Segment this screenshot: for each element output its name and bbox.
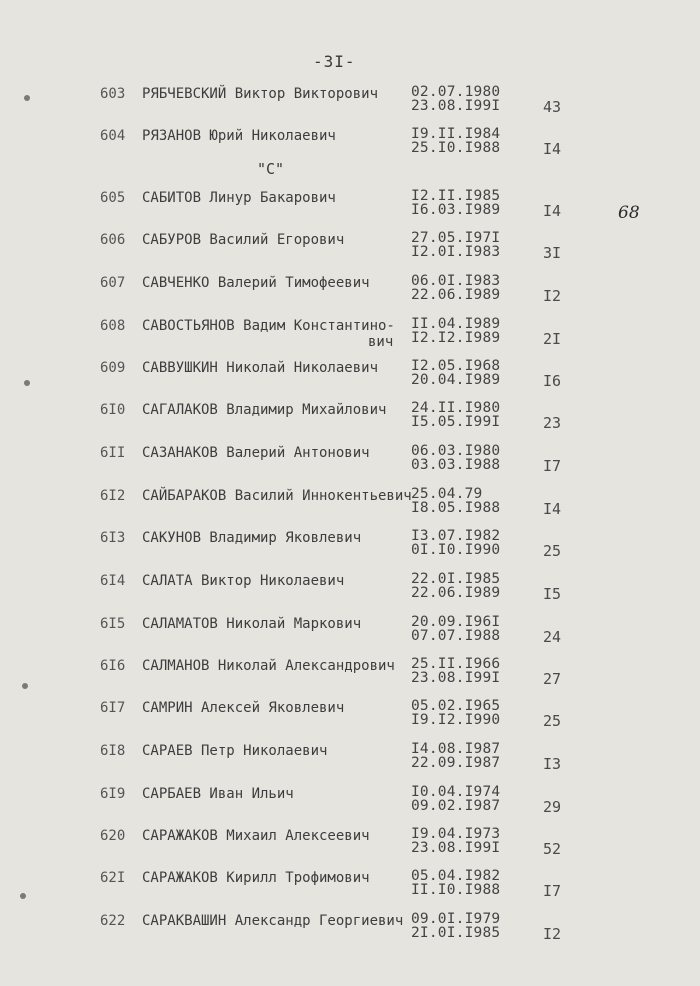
record-value: I4	[542, 140, 562, 158]
start-date: I9.II.I984	[411, 126, 501, 142]
end-date: I2.I2.I989	[411, 330, 501, 346]
record-number: 603	[100, 86, 126, 102]
record-value: 25	[542, 712, 562, 730]
record-value: I2	[542, 925, 562, 943]
start-date: I9.04.I973	[411, 826, 501, 842]
record-value: 29	[542, 798, 562, 816]
person-name: САЛМАНОВ Николай Александрович	[142, 658, 395, 674]
end-date: 22.09.I987	[411, 755, 501, 771]
person-name: САВЧЕНКО Валерий Тимофеевич	[142, 275, 370, 291]
record-value: 25	[542, 542, 562, 560]
record-value: 23	[542, 414, 562, 432]
person-name: РЯБЧЕВСКИЙ Виктор Викторович	[142, 86, 379, 102]
start-date: 27.05.I97I	[411, 230, 501, 246]
end-date: 23.08.I99I	[411, 840, 501, 856]
record-row	[0, 743, 700, 779]
record-row	[0, 360, 700, 396]
record-value: I7	[542, 457, 562, 475]
start-date: I2.II.I985	[411, 188, 501, 204]
record-number: 609	[100, 360, 126, 376]
end-date: 20.04.I989	[411, 372, 501, 388]
record-number: 6I7	[100, 700, 126, 716]
record-number: 607	[100, 275, 126, 291]
person-name: САЛАТА Виктор Николаевич	[142, 573, 345, 589]
record-value: I4	[542, 202, 562, 220]
record-row	[0, 190, 700, 226]
start-date: 05.04.I982	[411, 868, 501, 884]
start-date: 02.07.1980	[411, 84, 501, 100]
record-row	[0, 828, 700, 864]
record-number: 6I0	[100, 402, 126, 418]
record-row	[0, 318, 700, 354]
record-row	[0, 786, 700, 822]
record-row	[0, 913, 700, 949]
start-date: I3.07.I982	[411, 528, 501, 544]
record-number: 620	[100, 828, 126, 844]
person-name-continuation: вич	[368, 334, 394, 350]
start-date: 25.II.I966	[411, 656, 501, 672]
punch-hole-mark	[24, 380, 30, 386]
record-value: 24	[542, 628, 562, 646]
record-value: 43	[542, 98, 562, 116]
end-date: 0I.I0.I990	[411, 542, 501, 558]
person-name: САРАЕВ Петр Николаевич	[142, 743, 328, 759]
record-value: 52	[542, 840, 562, 858]
start-date: 06.0I.I983	[411, 273, 501, 289]
person-name: САМРИН Алексей Яковлевич	[142, 700, 345, 716]
record-value: I6	[542, 372, 562, 390]
end-date: 23.08.I99I	[411, 670, 501, 686]
end-date: 2I.0I.I985	[411, 925, 501, 941]
record-row	[0, 275, 700, 311]
record-row	[0, 700, 700, 736]
record-row	[0, 488, 700, 524]
handwritten-margin-note: 68	[618, 203, 640, 223]
record-number: 6I5	[100, 616, 126, 632]
person-name: САБИТОВ Линур Бакарович	[142, 190, 336, 206]
person-name: САЙБАРАКОВ Василий Иннокентьевич	[142, 488, 412, 504]
end-date: I6.03.I989	[411, 202, 501, 218]
end-date: 22.06.I989	[411, 287, 501, 303]
record-value: I3	[542, 755, 562, 773]
record-number: 622	[100, 913, 126, 929]
end-date: 23.08.I99I	[411, 98, 501, 114]
person-name: САРБАЕВ Иван Ильич	[142, 786, 294, 802]
end-date: 03.03.I988	[411, 457, 501, 473]
record-number: 6I9	[100, 786, 126, 802]
record-row	[0, 128, 700, 164]
end-date: 07.07.I988	[411, 628, 501, 644]
record-row	[0, 530, 700, 566]
person-name: САВВУШКИН Николай Николаевич	[142, 360, 379, 376]
person-name: САРАКВАШИН Александр Георгиевич	[142, 913, 404, 929]
end-date: I8.05.I988	[411, 500, 501, 516]
start-date: 06.03.I980	[411, 443, 501, 459]
record-value: I4	[542, 500, 562, 518]
record-number: 608	[100, 318, 126, 334]
record-number: 6I8	[100, 743, 126, 759]
record-value: I7	[542, 882, 562, 900]
record-value: 2I	[542, 330, 562, 348]
end-date: 22.06.I989	[411, 585, 501, 601]
page-number: -3I-	[313, 52, 356, 71]
record-value: 27	[542, 670, 562, 688]
record-row	[0, 402, 700, 438]
record-value: I5	[542, 585, 562, 603]
record-number: 6II	[100, 445, 126, 461]
record-row	[0, 870, 700, 906]
end-date: II.I0.I988	[411, 882, 501, 898]
person-name: САЛАМАТОВ Николай Маркович	[142, 616, 362, 632]
start-date: I0.04.I974	[411, 784, 501, 800]
record-value: 3I	[542, 244, 562, 262]
person-name: САРАЖАКОВ Михаил Алексеевич	[142, 828, 370, 844]
person-name: САРАЖАКОВ Кирилл Трофимович	[142, 870, 370, 886]
person-name: САГАЛАКОВ Владимир Михайлович	[142, 402, 387, 418]
start-date: I2.05.I968	[411, 358, 501, 374]
start-date: 24.II.I980	[411, 400, 501, 416]
person-name: САВОСТЬЯНОВ Вадим Константино-	[142, 318, 395, 334]
record-row	[0, 658, 700, 694]
record-row	[0, 616, 700, 652]
start-date: 09.0I.I979	[411, 911, 501, 927]
person-name: САБУРОВ Василий Егорович	[142, 232, 345, 248]
record-value: I2	[542, 287, 562, 305]
record-number: 6I6	[100, 658, 126, 674]
start-date: 25.04.79	[411, 486, 483, 502]
start-date: I4.08.I987	[411, 741, 501, 757]
record-row	[0, 573, 700, 609]
punch-hole-mark	[24, 95, 30, 101]
person-name: РЯЗАНОВ Юрий Николаевич	[142, 128, 336, 144]
record-row	[0, 445, 700, 481]
end-date: 09.02.I987	[411, 798, 501, 814]
record-row	[0, 232, 700, 268]
record-number: 62I	[100, 870, 126, 886]
person-name: САЗАНАКОВ Валерий Антонович	[142, 445, 370, 461]
start-date: II.04.I989	[411, 316, 501, 332]
record-number: 6I4	[100, 573, 126, 589]
record-number: 604	[100, 128, 126, 144]
start-date: 20.09.I96I	[411, 614, 501, 630]
record-number: 606	[100, 232, 126, 248]
end-date: 25.I0.I988	[411, 140, 501, 156]
record-row	[0, 86, 700, 122]
letter-heading: "С"	[257, 160, 285, 178]
end-date: I9.I2.I990	[411, 712, 501, 728]
end-date: I2.0I.I983	[411, 244, 501, 260]
start-date: 22.0I.I985	[411, 571, 501, 587]
record-number: 6I2	[100, 488, 126, 504]
punch-hole-mark	[22, 683, 28, 689]
record-number: 6I3	[100, 530, 126, 546]
punch-hole-mark	[20, 893, 26, 899]
person-name: САКУНОВ Владимир Яковлевич	[142, 530, 362, 546]
record-number: 605	[100, 190, 126, 206]
end-date: I5.05.I99I	[411, 414, 501, 430]
start-date: 05.02.I965	[411, 698, 501, 714]
